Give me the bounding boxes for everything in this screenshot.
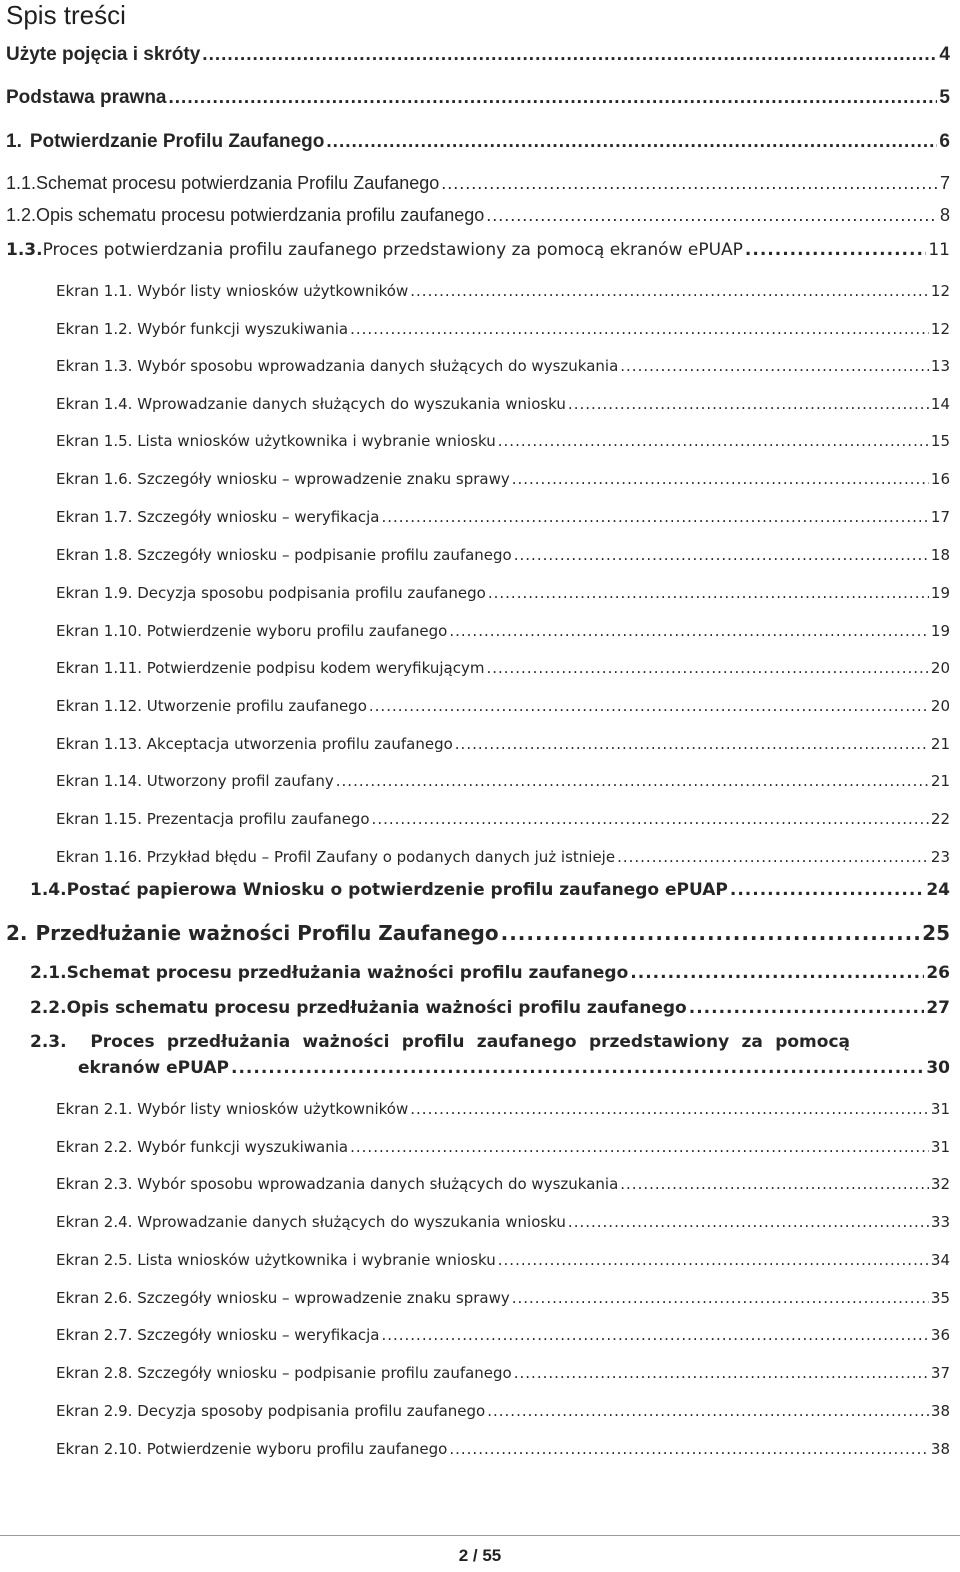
toc-entry-screen[interactable] [56, 320, 950, 338]
toc-page-number: 19 [930, 622, 950, 640]
toc-entry-label: Ekran 2.4. Wprowadzanie danych służących do wyszukania wniosku [56, 1213, 566, 1231]
toc-entry-label: Ekran 2.10. Potwierdzenie wyboru profilu zaufanego [56, 1440, 448, 1458]
toc-entry-screen[interactable] [56, 508, 950, 526]
toc-entry-screen[interactable] [56, 1440, 950, 1458]
toc-page-number: 22 [930, 810, 950, 828]
dot-leader [512, 1289, 929, 1307]
toc-entry-section[interactable] [6, 173, 950, 194]
toc-page-number: 23 [930, 848, 950, 866]
toc-entry-number: 2.1. [30, 963, 67, 983]
toc-page-number: 11 [928, 240, 950, 260]
toc-entry-label: Ekran 1.7. Szczegóły wniosku – weryfikacja [56, 508, 380, 526]
dot-leader [620, 357, 929, 375]
dot-leader [381, 508, 928, 526]
dot-leader [410, 1100, 929, 1118]
toc-entry-chapter-1[interactable] [6, 131, 950, 153]
toc-entry-number: 2. [6, 921, 28, 945]
toc-entry-section-wrapped[interactable] [30, 1032, 950, 1078]
dot-leader [487, 1402, 929, 1420]
dot-leader [568, 395, 929, 413]
dot-leader [486, 205, 938, 226]
toc-entry-screen[interactable] [56, 1100, 950, 1118]
toc-page-number: 14 [930, 395, 950, 413]
toc-entry-screen[interactable] [56, 1213, 950, 1231]
toc-entry-first-line [30, 1032, 950, 1052]
toc-entry-label: Ekran 2.5. Lista wniosków użytkownika i wybranie wniosku [56, 1251, 496, 1269]
toc-entry-screen[interactable] [56, 584, 950, 602]
toc-word: Proces [90, 1032, 155, 1052]
dot-leader [441, 173, 938, 194]
dot-leader [410, 282, 929, 300]
toc-page-number: 38 [930, 1402, 950, 1420]
toc-entry-label: Ekran 1.8. Szczegóły wniosku – podpisanie profilu zaufanego [56, 546, 512, 564]
toc-entry-screen[interactable] [56, 1364, 950, 1382]
toc-page-number: 5 [939, 87, 950, 108]
toc-entry-screen[interactable] [56, 810, 950, 828]
dot-leader [617, 848, 929, 866]
dot-leader [501, 921, 921, 945]
dot-leader [336, 772, 929, 790]
dot-leader [745, 240, 926, 260]
toc-entry-label: ekranów ePUAP [78, 1058, 229, 1078]
toc-entry-screen[interactable] [56, 395, 950, 413]
toc-page-number: 16 [930, 470, 950, 488]
toc-entry-label: Ekran 1.1. Wybór listy wniosków użytkowników [56, 282, 409, 300]
dot-leader [689, 998, 925, 1018]
toc-page-number: 17 [930, 508, 950, 526]
toc-word: za [741, 1032, 763, 1052]
dot-leader [568, 1213, 929, 1231]
toc-entry-label: Ekran 2.7. Szczegóły wniosku – weryfikacja [56, 1326, 380, 1344]
dot-leader [326, 131, 937, 153]
toc-page-number: 20 [930, 697, 950, 715]
toc-entry-screen[interactable] [56, 1175, 950, 1193]
toc-entry-number: 1.4. [30, 880, 67, 900]
toc-page-number: 32 [930, 1175, 950, 1193]
toc-entry-label: Ekran 1.6. Szczegóły wniosku – wprowadzenie znaku sprawy [56, 470, 510, 488]
toc-entry-screen[interactable] [56, 735, 950, 753]
toc-entry-label: Postać papierowa Wniosku o potwierdzenie profilu zaufanego ePUAP [66, 880, 728, 900]
toc-page-number: 26 [926, 963, 950, 983]
toc-page-number: 31 [930, 1138, 950, 1156]
dot-leader [488, 584, 929, 602]
toc-word: profilu [401, 1032, 465, 1052]
toc-title: Spis treści [6, 0, 126, 30]
toc-entry-second-line [78, 1058, 950, 1078]
dot-leader [620, 1175, 929, 1193]
toc-entry-label: Opis schematu procesu przedłużania ważności profilu zaufanego [66, 998, 687, 1018]
toc-entry-number: 1.3. [6, 240, 43, 260]
toc-page-number: 12 [930, 282, 950, 300]
toc-page-number: 20 [930, 659, 950, 677]
toc-entry-abbreviations[interactable] [6, 44, 950, 66]
toc-entry-section[interactable] [30, 880, 950, 900]
toc-entry-number: 2.2. [30, 998, 67, 1018]
toc-entry-label: Ekran 1.3. Wybór sposobu wprowadzania danych służących do wyszukania [56, 357, 619, 375]
dot-leader [498, 1251, 929, 1269]
toc-page-number: 25 [922, 921, 950, 945]
toc-entry-screen[interactable] [56, 772, 950, 790]
toc-entry-screen[interactable] [56, 546, 950, 564]
toc-entry-label: Ekran 2.6. Szczegóły wniosku – wprowadzenie znaku sprawy [56, 1289, 510, 1307]
toc-entry-screen[interactable] [56, 1289, 950, 1307]
dot-leader [630, 963, 924, 983]
toc-page-number: 31 [930, 1100, 950, 1118]
toc-entry-screen[interactable] [56, 357, 950, 375]
dot-leader [202, 44, 937, 66]
toc-entry-number: 1. [6, 131, 22, 152]
toc-entry-number: 2.3. [30, 1032, 67, 1052]
dot-leader [372, 810, 929, 828]
toc-page-number: 15 [930, 432, 950, 450]
toc-entry-label: Proces potwierdzania profilu zaufanego przedstawiony za pomocą ekranów ePUAP [42, 240, 743, 260]
dot-leader [350, 1138, 929, 1156]
toc-entry-label: Ekran 1.4. Wprowadzanie danych służących do wyszukania wniosku [56, 395, 566, 413]
toc-page-number: 36 [930, 1326, 950, 1344]
toc-page-number: 21 [930, 735, 950, 753]
toc-entry-screen[interactable] [56, 470, 950, 488]
toc-entry-label: Ekran 1.11. Potwierdzenie podpisu kodem weryfikującym [56, 659, 485, 677]
toc-entry-screen[interactable] [56, 432, 950, 450]
toc-page-number: 30 [926, 1058, 950, 1078]
toc-entry-label: Ekran 2.9. Decyzja sposoby podpisania profilu zaufanego [56, 1402, 486, 1420]
toc-entry-label: Ekran 1.13. Akceptacja utworzenia profilu zaufanego [56, 735, 453, 753]
toc-entry-screen[interactable] [56, 697, 950, 715]
toc-entry-screen[interactable] [56, 659, 950, 677]
toc-entry-label: Ekran 2.2. Wybór funkcji wyszukiwania [56, 1138, 349, 1156]
toc-word: ważności [302, 1032, 390, 1052]
toc-entry-number: 1.2. [6, 205, 37, 225]
toc-entry-number: 1.1. [6, 173, 37, 193]
toc-page-number: 24 [926, 880, 950, 900]
toc-entry-section[interactable] [30, 963, 950, 983]
toc-entry-label: Ekran 1.9. Decyzja sposobu podpisania profilu zaufanego [56, 584, 486, 602]
toc-entry-label: Podstawa prawna [6, 87, 167, 108]
dot-leader [498, 432, 929, 450]
toc-entry-screen[interactable] [56, 1326, 950, 1344]
toc-entry-chapter-2[interactable] [6, 921, 950, 945]
dot-leader [455, 735, 929, 753]
dot-leader [512, 470, 929, 488]
toc-page-number: 34 [930, 1251, 950, 1269]
toc-entry-label: Ekran 1.14. Utworzony profil zaufany [56, 772, 334, 790]
toc-page-number: 8 [939, 205, 950, 225]
toc-entry-label: Schemat procesu potwierdzania Profilu Zaufanego [36, 173, 440, 193]
toc-word: przedstawiony [588, 1032, 730, 1052]
toc-entry-label: Schemat procesu przedłużania ważności profilu zaufanego [66, 963, 629, 983]
toc-entry-label: Przedłużanie ważności Profilu Zaufanego [35, 921, 499, 945]
toc-page-number: 21 [930, 772, 950, 790]
toc-entry-section[interactable] [6, 205, 950, 226]
toc-entry-screen[interactable] [56, 282, 950, 300]
dot-leader [514, 1364, 929, 1382]
toc-entry-label: Ekran 1.16. Przykład błędu – Profil Zaufany o podanych danych już istnieje [56, 848, 616, 866]
toc-entry-section[interactable] [30, 998, 950, 1018]
dot-leader [449, 622, 929, 640]
dot-leader [514, 546, 929, 564]
toc-page-number: 38 [930, 1440, 950, 1458]
toc-page-number: 12 [930, 320, 950, 338]
toc-entry-label: Ekran 1.2. Wybór funkcji wyszukiwania [56, 320, 349, 338]
dot-leader [449, 1440, 929, 1458]
dot-leader [231, 1058, 924, 1078]
toc-entry-label: Potwierdzanie Profilu Zaufanego [29, 131, 325, 152]
toc-entry-screen[interactable] [56, 1138, 950, 1156]
dot-leader [486, 659, 928, 677]
toc-page-number: 37 [930, 1364, 950, 1382]
toc-entry-label: Ekran 1.15. Prezentacja profilu zaufanego [56, 810, 370, 828]
toc-entry-label: Ekran 1.10. Potwierdzenie wyboru profilu zaufanego [56, 622, 448, 640]
toc-entry-legal-basis[interactable] [6, 87, 950, 109]
toc-entry-screen[interactable] [56, 1402, 950, 1420]
toc-page-number: 27 [926, 998, 950, 1018]
toc-entry-label: Ekran 2.1. Wybór listy wniosków użytkowników [56, 1100, 409, 1118]
footer-divider [0, 1535, 960, 1536]
toc-word: pomocą [775, 1032, 850, 1052]
toc-word: przedłużania [166, 1032, 291, 1052]
dot-leader [730, 880, 924, 900]
toc-entry-label: Ekran 1.5. Lista wniosków użytkownika i wybranie wniosku [56, 432, 496, 450]
toc-entry-screen[interactable] [56, 622, 950, 640]
toc-page-number: 19 [930, 584, 950, 602]
toc-entry-label: Ekran 2.8. Szczegóły wniosku – podpisanie profilu zaufanego [56, 1364, 512, 1382]
toc-entry-label: Ekran 2.3. Wybór sposobu wprowadzania danych służących do wyszukania [56, 1175, 619, 1193]
toc-page-number: 18 [930, 546, 950, 564]
dot-leader [350, 320, 929, 338]
dot-leader [369, 697, 929, 715]
toc-entry-label: Ekran 1.12. Utworzenie profilu zaufanego [56, 697, 367, 715]
page-indicator: 2 / 55 [458, 1546, 502, 1565]
toc-entry-screen[interactable] [56, 1251, 950, 1269]
toc-entry-label: Użyte pojęcia i skróty [6, 44, 201, 65]
toc-page-number: 13 [930, 357, 950, 375]
toc-page-number: 7 [939, 173, 950, 193]
toc-page-number: 4 [939, 44, 950, 65]
toc-page-number: 33 [930, 1213, 950, 1231]
dot-leader [381, 1326, 928, 1344]
toc-entry-label: Opis schematu procesu potwierdzania profilu zaufanego [36, 205, 485, 225]
toc-entry-section[interactable] [6, 240, 950, 260]
toc-page-number: 6 [939, 131, 950, 152]
toc-word: zaufanego [476, 1032, 577, 1052]
toc-page-number: 35 [930, 1289, 950, 1307]
dot-leader [169, 87, 938, 109]
toc-entry-screen[interactable] [56, 848, 950, 866]
